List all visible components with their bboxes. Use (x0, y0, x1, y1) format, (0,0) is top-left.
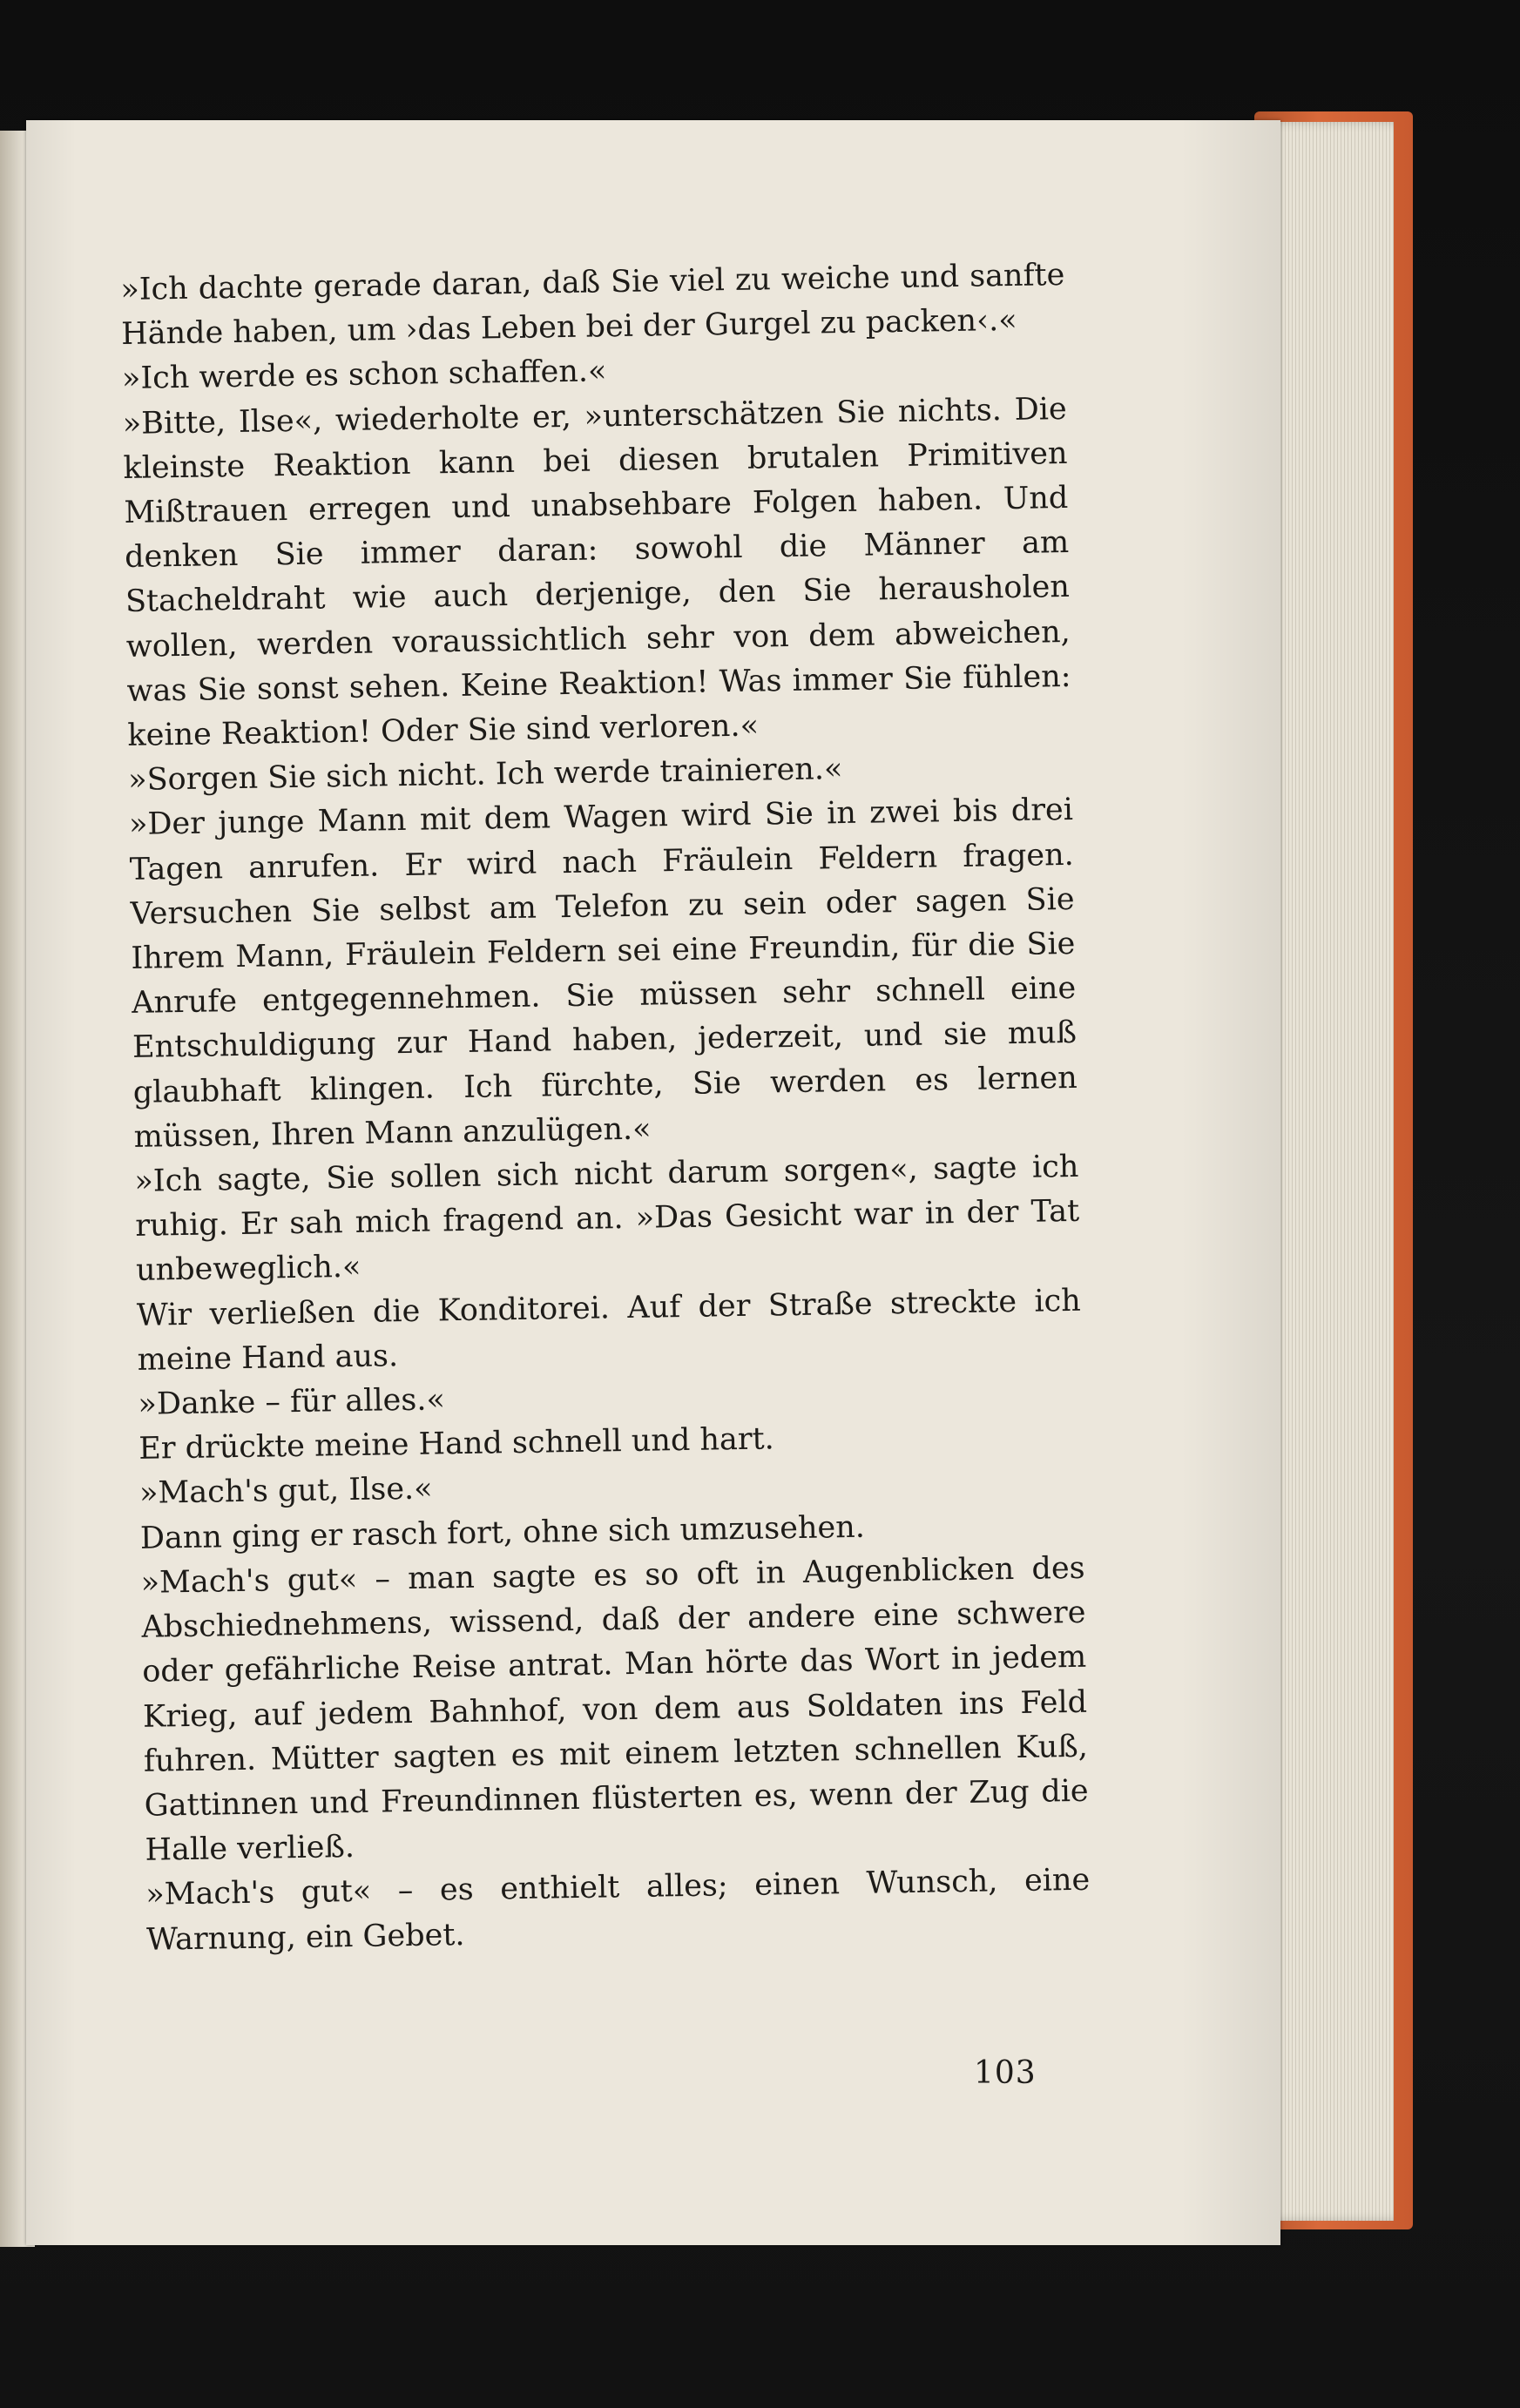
body-text (120, 253, 1091, 1963)
paragraph: »Mach's gut« – es enthielt alles; einen Wunsch, eine Warnung, ein Gebet. (145, 1863, 1091, 1958)
page-number: 103 (974, 2055, 1037, 2091)
paragraph: Er drückte meine Hand schnell und hart. (138, 1421, 775, 1467)
paragraph: »Mach's gut« – man sagte es so oft in Augenblicken des Abschiednehmens, wissend, daß der andere eine schwere oder gefährliche Reise antrat. Man hörte das Wort in jedem Krieg, auf jedem Bahnhof, von dem aus Soldaten ins Feld fuhren. Mütter sagten es mit einem letzten schnellen Kuß, Gattinnen und Freundinnen flüsterten es, wenn der Zug die Halle verließ. (140, 1550, 1089, 1868)
paragraph: »Bitte, Ilse«, wiederholte er, »unterschätzen Sie nichts. Die kleinste Reaktion kann bei diesen brutalen Primitiven Mißtrauen erregen und unabsehbare Folgen haben. Und denken Sie immer daran: sowohl die Männer am Stacheldraht wie auch derjenige, den Sie herausholen wollen, werden voraussichtlich sehr von dem abweichen, was Sie sonst sehen. Keine Reaktion! Was immer Sie fühlen: keine Reaktion! Oder Sie sind verloren.« (122, 391, 1071, 753)
paragraph: Dann ging er rasch fort, ohne sich umzusehen. (139, 1509, 866, 1556)
paragraph: »Sorgen Sie sich nicht. Ich werde trainieren.« (127, 752, 843, 799)
paragraph: »Mach's gut, Ilse.« (138, 1472, 433, 1512)
paragraph: »Der junge Mann mit dem Wagen wird Sie in zwei bis drei Tagen anrufen. Er wird nach Fräulein Feldern fragen. Versuchen Sie selbst am Telefon zu sein oder sagen Sie Ihrem Mann, Fräulein Feldern sei eine Freundin, für die Sie Anrufe entgegennehmen. Sie müssen sehr schnell eine Entschuldigung zur Hand haben, jederzeit, und sie muß glaubhaft klingen. Ich fürchte, Sie werden es lernen müssen, Ihren Mann anzulügen.« (128, 793, 1078, 1155)
paragraph: »Ich dachte gerade daran, daß Sie viel zu weiche und sanfte Hände haben, um ›das Leben bei der Gurgel zu packen‹.« (120, 257, 1065, 353)
paragraph: »Ich werde es schon schaffen.« (121, 354, 607, 397)
paragraph: »Danke – für alles.« (138, 1382, 446, 1422)
paragraph: Wir verließen die Konditorei. Auf der Straße streckte ich meine Hand aus. (136, 1283, 1082, 1378)
book-page (26, 120, 1280, 2245)
paragraph: »Ich sagte, Sie sollen sich nicht darum sorgen«, sagte ich ruhig. Er sah mich fragend an. »Das Gesicht war in der Tat unbeweglich.« (134, 1149, 1080, 1289)
